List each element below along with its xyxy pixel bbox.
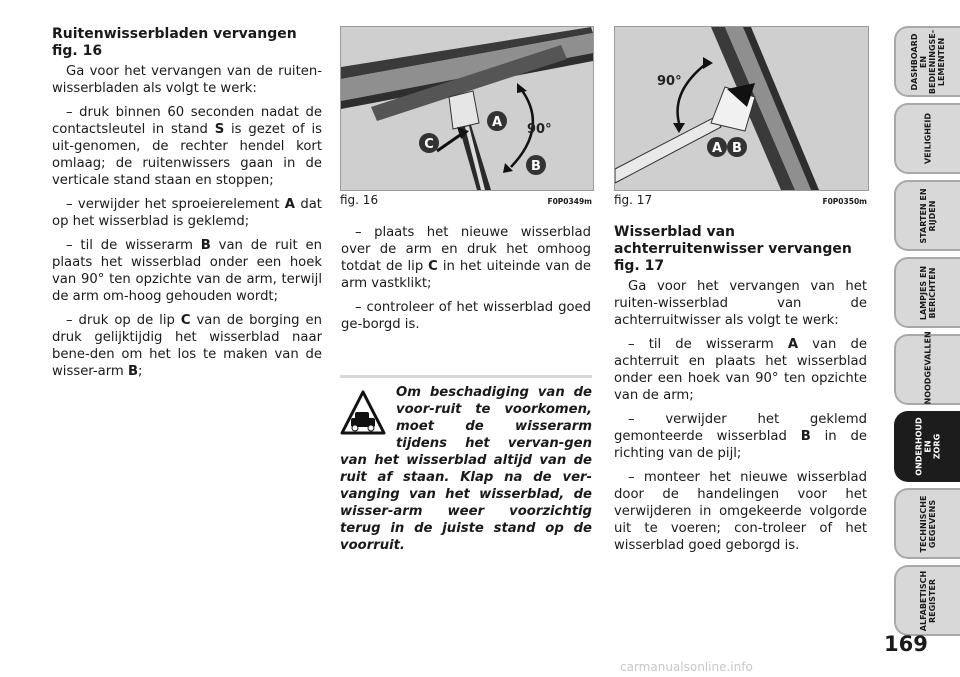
wiper-blade-illustration [340,26,594,191]
step-paragraph: – druk binnen 60 seconden nadat de contactsleutel in stand S is gezet of is uit-genomen, de rechter hendel kort omlaag; de ruitenwissers gaan in de verticale stand staan en stoppen; [52,105,322,188]
figure-16 [340,26,592,207]
svg-text:90°: 90° [527,122,552,137]
tab-onderhoud[interactable]: ONDERHOUD EN ZORG [894,411,960,482]
section-heading: Wisserblad van achterruitenwisser vervangen fig. 17 [614,224,852,274]
svg-text:B: B [732,141,742,156]
tab-noodgevallen[interactable]: NOODGEVALLEN [894,334,960,405]
car-service-warning-icon [340,390,386,436]
step-paragraph: – controleer of het wisserblad goed ge-borgd is. [341,300,591,332]
column-left [52,26,322,387]
warning-text: Om beschadiging van de voor-ruit te voorkomen, moet de wisserarm tijdens het vervan-gen van het wisserblad altijd van de ruit af staan. Klap na de ver-vanging van het wisserblad, de wisser-arm weer voorzichtig terug in de juiste stand op de voorruit. [340,385,592,553]
tab-dashboard[interactable]: DASHBOARD EN BEDIENINGSE- LEMENTEN [894,26,960,97]
warning-box [340,375,592,554]
rear-wiper-diagram [615,27,868,190]
svg-text:A: A [491,115,503,130]
step-paragraph: – til de wisserarm A van de achterruit en plaats het wisserblad onder een hoek van 90° ten opzichte van de arm; [614,337,867,403]
tab-starten[interactable]: STARTEN EN RIJDEN [894,180,960,251]
column-middle [341,224,591,340]
step-paragraph: – plaats het nieuwe wisserblad over de arm en druk het omhoog totdat de lip C in het uiteinde van de arm vastklikt; [341,225,591,291]
svg-text:90°: 90° [657,74,682,89]
step-paragraph: – til de wisserarm B van de ruit en plaats het wisserblad onder een hoek van 90° ten opzichte van de arm, terwijl de arm om-hoog gehouden wordt; [52,238,322,304]
page-number: 169 [884,632,928,656]
rear-wiper-illustration [614,26,869,191]
step-paragraph: – monteer het nieuwe wisserblad door de handelingen voor het verwijderen in omgekeerde volgorde uit te voeren; con-troleer of het wisserblad goed geborgd is. [614,470,867,553]
figure-code: F0P0350m [822,197,867,206]
tab-register[interactable]: ALFABETISCH REGISTER [894,565,960,636]
figure-label: fig. 16 [340,193,379,207]
figure-code: F0P0349m [547,197,592,206]
figure-17 [614,26,867,207]
figure-label: fig. 17 [614,193,653,207]
section-heading: Ruitenwisserbladen vervangen fig. 16 [52,26,297,59]
svg-text:B: B [531,159,541,174]
watermark: carmanualsonline.info [620,660,753,674]
tab-veiligheid[interactable]: VEILIGHEID [894,103,960,174]
paragraph: Ga voor het vervangen van het ruiten-wisserblad van de achterruitwisser als volgt te werk: [614,279,867,328]
step-paragraph: – verwijder het geklemd gemonteerde wisserblad B in de richting van de pijl; [614,412,867,461]
tab-lampjes[interactable]: LAMPJES EN BERICHTEN [894,257,960,328]
svg-text:C: C [424,137,434,152]
column-right [614,224,867,561]
paragraph: Ga voor het vervangen van de ruiten-wisserbladen als volgt te werk: [52,64,322,96]
tab-technische[interactable]: TECHNISCHE GEGEVENS [894,488,960,559]
step-paragraph: – verwijder het sproeierelement A dat op het wisserblad is geklemd; [52,197,322,229]
svg-text:A: A [711,141,723,156]
front-wiper-diagram [341,27,593,190]
chapter-tabs [894,26,960,642]
step-paragraph: – druk op de lip C van de borging en druk gelijktijdig het wisserblad naar bene-den om het los te maken van de wisser-arm B; [52,313,322,379]
